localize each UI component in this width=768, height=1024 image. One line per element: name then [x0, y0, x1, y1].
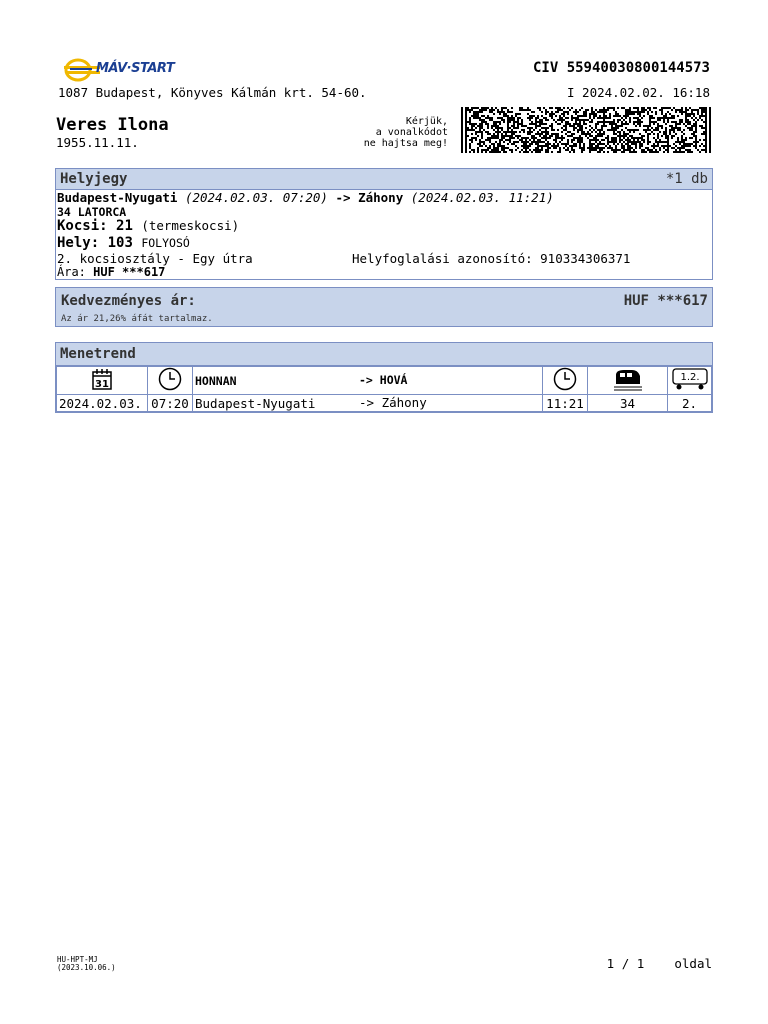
ticket-title: Helyjegy	[60, 171, 128, 187]
row-from: Budapest-Nyugati	[195, 395, 316, 411]
class-icon	[671, 367, 709, 391]
seat-line	[57, 235, 190, 251]
calendar-icon	[91, 368, 113, 390]
passenger-name: Veres Ilona	[56, 115, 169, 135]
car-number: 21	[116, 218, 133, 234]
route-line	[57, 190, 554, 205]
car-line	[57, 218, 239, 234]
schedule-title: Menetrend	[60, 346, 136, 362]
seat-label: Hely:	[57, 235, 100, 251]
train-icon	[612, 367, 644, 391]
route-to: Záhony	[358, 190, 404, 205]
barcode	[461, 107, 711, 153]
route-from: Budapest-Nyugati	[57, 190, 178, 205]
from-header: HONNAN	[195, 374, 237, 388]
price-line	[57, 265, 165, 279]
civ-number: CIV 55940030800144573	[532, 60, 710, 76]
form-version: (2023.10.06.)	[57, 963, 116, 972]
issue-datetime: I 2024.02.02. 16:18	[567, 85, 710, 100]
footer-code	[57, 956, 116, 972]
mav-start-logo	[64, 58, 176, 82]
row-class: 2.	[668, 395, 712, 412]
train-name: 34 LATORCA	[57, 205, 127, 219]
row-date: 2024.02.03.	[57, 395, 148, 412]
schedule-table	[56, 366, 712, 412]
discount-amount: HUF ***617	[623, 293, 708, 309]
car-label: Kocsi:	[57, 218, 108, 234]
row-train: 34	[588, 395, 668, 412]
clock-icon	[553, 367, 577, 391]
row-departure: 07:20	[148, 395, 193, 412]
departure-column-header	[148, 367, 193, 395]
row-to: -> Záhony	[359, 395, 427, 410]
route-arrival: (2024.02.03. 11:21)	[410, 190, 554, 205]
schedule-row	[57, 395, 712, 412]
form-code: HU-HPT-MJ	[57, 955, 98, 964]
barcode-note	[308, 116, 448, 149]
price-value: HUF ***617	[93, 265, 166, 279]
row-route	[193, 395, 543, 412]
route-departure: (2024.02.03. 07:20)	[184, 190, 328, 205]
class-info: 2. kocsiosztály - Egy útra	[57, 251, 253, 266]
row-arrival: 11:21	[543, 395, 588, 412]
discount-title: Kedvezményes ár:	[61, 293, 196, 309]
ticket-box	[55, 168, 713, 280]
schedule-box	[55, 342, 713, 413]
ticket-count: *1 db	[665, 171, 708, 187]
car-type: (termeskocsi)	[141, 218, 240, 233]
seat-type: FOLYOSÓ	[141, 236, 190, 250]
barcode-note-line: Kérjük,	[405, 116, 448, 127]
price-label: Ára:	[57, 265, 86, 279]
ticket-header	[56, 169, 712, 190]
route-column-header	[193, 367, 543, 395]
discount-box	[55, 287, 713, 327]
arrival-column-header	[543, 367, 588, 395]
schedule-header	[56, 343, 712, 366]
page-number: 1 / 1 oldal	[606, 956, 712, 971]
calendar-day: 31	[95, 379, 109, 390]
vat-note: Az ár 21,26% áfát tartalmaz.	[61, 314, 213, 324]
logo-text: MÁV·START	[96, 61, 175, 76]
to-header: -> HOVÁ	[359, 373, 408, 387]
barcode-note-line: a vonalkódot	[375, 127, 448, 138]
schedule-header-row	[57, 367, 712, 395]
route-arrow: ->	[335, 190, 351, 205]
class-column-header	[668, 367, 712, 395]
passenger-birth-date: 1955.11.11.	[56, 135, 139, 150]
seat-number: 103	[107, 235, 133, 251]
company-address: 1087 Budapest, Könyves Kálmán krt. 54-60.	[58, 85, 367, 100]
clock-icon	[158, 367, 182, 391]
class-icon-label: 1.2.	[679, 372, 700, 383]
train-column-header	[588, 367, 668, 395]
reservation-id: Helyfoglalási azonosító: 910334306371	[352, 251, 631, 266]
barcode-note-line: ne hajtsa meg!	[363, 138, 448, 149]
date-column-header	[57, 367, 148, 395]
